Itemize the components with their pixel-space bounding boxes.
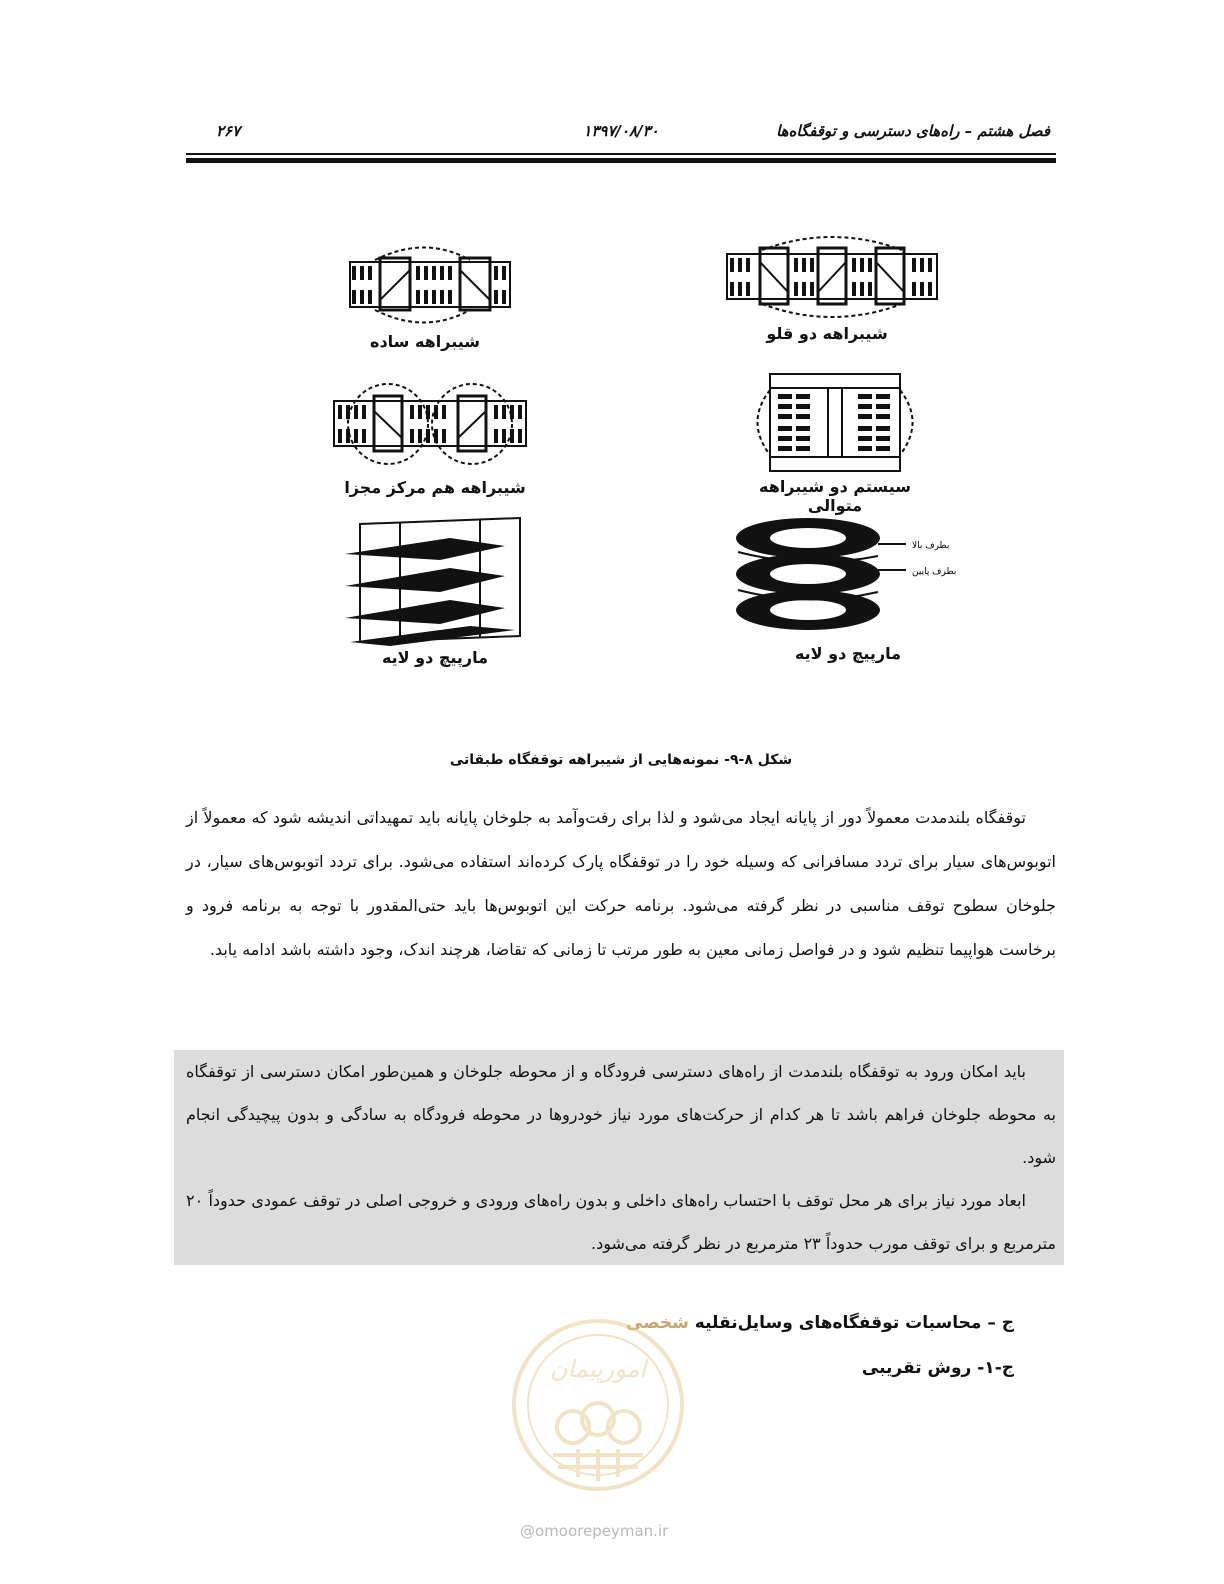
double-helix-box-diagram-icon bbox=[330, 516, 530, 646]
header-date: ۱۳۹۷/۰۸/۳۰ bbox=[583, 122, 659, 140]
annotation-down: بطرف پایین bbox=[912, 567, 957, 577]
watermark-url: @omoorepeyman.ir bbox=[520, 1522, 669, 1540]
figure-double-helix-box bbox=[330, 516, 540, 667]
figure-label: شیبراهه هم مرکز مجزا bbox=[344, 478, 526, 497]
page-number: ۲۶۷ bbox=[216, 122, 241, 140]
annotation-up: بطرف بالا bbox=[912, 541, 950, 551]
box-paragraph-2: ابعاد مورد نیاز برای هر محل توقف با احتساب راه‌های داخلی و بدون راه‌های ورودی و خروجی اصلی در توقف عمودی حدوداً ۲۰ مترمربع و برای توقف مورب حدوداً ۲۳ مترمربع در نظر گرفته می‌شود. bbox=[186, 1191, 1056, 1253]
box-paragraph-1: باید امکان ورود به توقفگاه بلندمدت از راه‌های دسترسی فرودگاه و از محوطه جلوخان و همین‌طور امکان دسترسی از توقفگاه به محوطه جلوخان فراهم باشد تا هر کدام از حرکت‌های مورد نیاز خودروها در محوطه فرودگاه به سادگی و بدون پیچیدگی انجام شود. bbox=[186, 1062, 1056, 1167]
figure-label: سیستم دو شیبراهه متوالی bbox=[759, 477, 911, 515]
seal-text: امورپیمان bbox=[549, 1355, 647, 1383]
header-rule-thick bbox=[186, 158, 1056, 163]
body-paragraph: توقفگاه بلندمدت معمولاً دور از پایانه ایجاد می‌شود و لذا برای رفت‌وآمد به جلوخان پایانه باید تمهیداتی اندیشه شود که معمولاً از اتوبوس‌های سیار برای تردد مسافرانی که وسیله خود را در توقفگاه پارک کرده‌اند استفاده می‌شود. برای تردد اتوبوس‌های سیار، در جلوخان سطوح توقف مناسبی در نظر گرفته می‌شود. برنامه حرکت این اتوبوس‌ها باید حتی‌المقدور با توجه به برنامه فرود و برخاست هواپیما تنظیم شود و در فواصل زمانی معین به طور مرتب تا زمانی که تقاضا، هرچند اندک، وجود داشته باشد ادامه یابد. bbox=[186, 808, 1056, 959]
figure-concentric-ramp bbox=[330, 376, 540, 497]
chapter-title: فصل هشتم – راه‌های دسترسی و توقفگاه‌ها bbox=[776, 122, 1050, 140]
figure-label: مارپیچ دو لایه bbox=[794, 644, 902, 663]
figure-simple-ramp bbox=[320, 240, 530, 351]
watermark-seal-icon bbox=[508, 1315, 688, 1495]
figure-caption: شکل ۸-۹- نمونه‌هایی از شیبراهه توقفگاه طبقاتی bbox=[449, 752, 793, 768]
concentric-ramp-diagram-icon bbox=[330, 376, 530, 476]
figure-label: شیبراهه دو قلو bbox=[766, 324, 888, 343]
page-header bbox=[186, 118, 1056, 148]
consecutive-ramps-diagram-icon bbox=[740, 370, 930, 475]
section-heading-text: ج – محاسبات توقفگاه‌های وسایل‌نقلیه bbox=[694, 1313, 1014, 1333]
header-rule-thin bbox=[186, 153, 1056, 155]
figure-double-helix-ramp bbox=[728, 512, 968, 663]
twin-ramp-diagram-icon bbox=[722, 232, 942, 322]
figure-consecutive-ramps bbox=[740, 370, 930, 515]
figure-label: مارپیچ دو لایه bbox=[381, 648, 489, 667]
subsection-heading: ج-۱- روش تقریبی bbox=[861, 1358, 1014, 1378]
figure-label: شیبراهه ساده bbox=[370, 332, 480, 351]
double-helix-ramp-diagram-icon bbox=[728, 512, 968, 642]
simple-ramp-diagram-icon bbox=[320, 240, 530, 330]
section-heading-accent: شخصی bbox=[625, 1313, 689, 1333]
figure-twin-ramp bbox=[722, 232, 932, 343]
